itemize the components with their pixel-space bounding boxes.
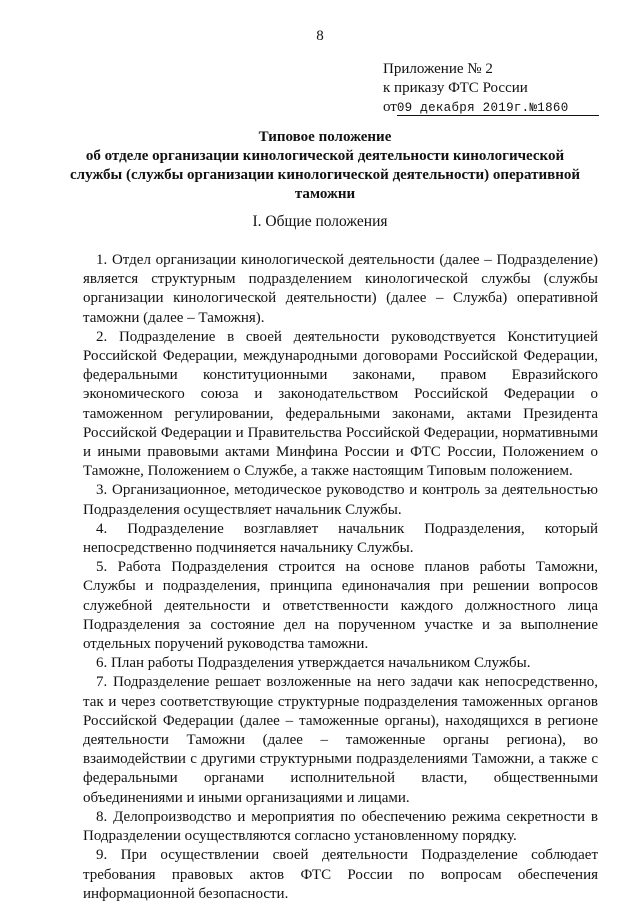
paragraph-5: 5. Работа Подразделения строится на основе планов работы Таможни, Службы и подразделения, принципа единоначалия при решении вопросов служебной деятельности и ответственности каждого должностного лица Подразделения за состояние дел на порученном участке и за выполнение отдельных поручений руководства таможни.: [83, 559, 598, 653]
appendix-order-date-line: [383, 98, 623, 118]
paragraph-8: 8. Делопроизводство и мероприятия по обеспечению режима секретности в Подразделении осуществляются согласно установленному порядку.: [83, 808, 598, 845]
order-number-value: 1860: [537, 101, 569, 115]
body-text: [83, 251, 598, 904]
appendix-block: [383, 60, 623, 118]
document-title-line1: Типовое положение: [258, 129, 392, 145]
document-title: [70, 128, 580, 204]
paragraph-9: 9. При осуществлении своей деятельности Подразделение соблюдает требования правовых актов ФТС России по вопросам обеспечения информационной безопасности.: [83, 847, 598, 902]
page-number: 8: [316, 28, 324, 44]
order-number-sign: №: [529, 101, 538, 115]
document-title-line2: об отделе организации кинологической деятельности кинологической службы (службы организации кинологической деятельности) оперативной таможни: [70, 148, 581, 202]
paragraph-2: 2. Подразделение в своей деятельности руководствуется Конституцией Российской Федерации, международными договорами Российской Федерации, федеральными конституционными законами, правом Евразийского экономического союза и законодательством Российской Федерации о таможенном регулировании, федеральными законами, актами Президента Российской Федерации и Правительства Российской Федерации, нормативными и иными правовыми актами Минфина России и ФТС России, Положением о Таможне, Положением о Службе, а также настоящим Типовым положением.: [83, 328, 598, 480]
appendix-title: Приложение № 2: [383, 61, 493, 77]
paragraph-4: 4. Подразделение возглавляет начальник Подразделения, который непосредственно подчиняется начальнику Службы.: [83, 520, 598, 557]
paragraph-1: 1. Отдел организации кинологической деятельности (далее – Подразделение) является структурным подразделением кинологической службы (службы организации кинологической деятельности) (далее – Служба) оперативной таможни (далее – Таможня).: [83, 252, 598, 326]
appendix-order-ref: к приказу ФТС России: [383, 80, 528, 96]
order-date: 09 декабря 2019г.: [396, 101, 530, 115]
paragraph-6: 6. План работы Подразделения утверждается начальником Службы.: [96, 655, 531, 672]
paragraph-7: 7. Подразделение решает возложенные на него задачи как непосредственно, так и через соответствующие структурные подразделения таможенных органов Российской Федерации (далее – таможенные органы), находящихся в регионе деятельности Таможни (далее – таможенные органы региона), во взаимодействии с другими структурными подразделениями Таможни, а также с федеральными органами исполнительной власти, общественными объединениями и иными организациями и лицами.: [83, 674, 598, 806]
paragraph-3: 3. Организационное, методическое руководство и контроль за деятельностью Подразделения осуществляет начальник Службы.: [83, 482, 598, 518]
section-heading: I. Общие положения: [252, 213, 388, 230]
order-number: [537, 101, 598, 116]
order-date-prefix: от: [383, 99, 397, 115]
